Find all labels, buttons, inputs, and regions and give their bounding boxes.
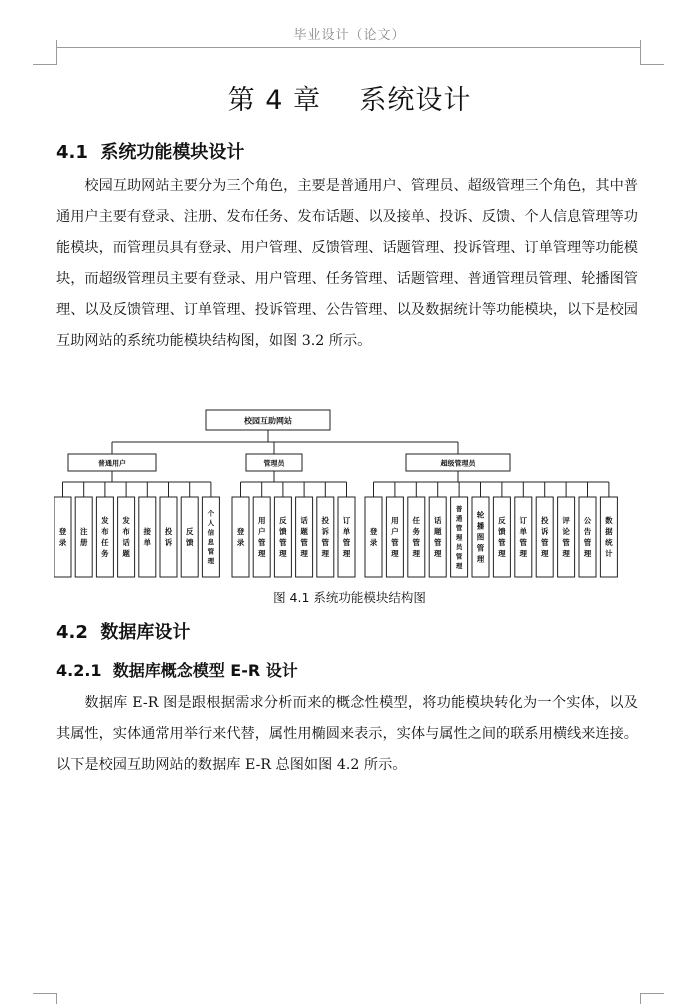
module-node [75, 497, 92, 577]
role-node-label: 超级管理员 [440, 459, 476, 468]
module-node [160, 497, 177, 577]
module-node [408, 497, 425, 577]
module-node-label: 订单管理 [342, 516, 351, 559]
module-node-label: 登录 [58, 527, 67, 548]
header-rule [56, 47, 641, 48]
role-node-label: 普通用户 [98, 459, 126, 468]
section-4-1-heading: 4.1 系统功能模块设计 [56, 142, 245, 163]
module-node-label: 登录 [236, 527, 245, 548]
module-node-label: 普通管理员管理 [455, 504, 463, 570]
module-node [139, 497, 156, 577]
section-4-2-1-heading: 4.2.1 数据库概念模型 E-R 设计 [56, 661, 298, 680]
module-node-label: 话题管理 [433, 516, 442, 559]
module-node-label: 接单 [143, 527, 152, 548]
module-node [579, 497, 596, 577]
module-node-label: 反馈 [185, 527, 194, 548]
module-node-label: 话题管理 [300, 516, 308, 559]
module-node [493, 497, 510, 577]
section-4-2-1-paragraph: 数据库 E-R 图是跟根据需求分析而来的概念性模型，将功能模块转化为一个实体，以及其属性，实体通常用举行来代替，属性用椭圆来表示，实体与属性之间的联系用横线来连接。以下是校园互助网站的数据库 E-R 总图如图 4.2 所示。 [56, 695, 638, 773]
module-node-label: 发布话题 [122, 516, 130, 559]
page-header: 毕业设计（论文） [293, 28, 406, 43]
chapter-title: 第 4 章 系统设计 [227, 85, 472, 116]
module-node-label: 投诉管理 [321, 516, 330, 559]
module-node-label: 用户管理 [257, 516, 266, 559]
module-node-label: 反馈管理 [279, 516, 287, 559]
module-node [386, 497, 403, 577]
module-node [54, 497, 71, 577]
module-node-label: 注册 [79, 527, 88, 548]
module-node-label: 个人信息管理 [207, 509, 215, 566]
module-structure-diagram [54, 408, 644, 583]
module-node [118, 497, 135, 577]
module-node [365, 497, 382, 577]
crop-mark [33, 64, 57, 65]
module-node [600, 497, 617, 577]
crop-mark [640, 40, 641, 65]
module-node [296, 497, 313, 577]
root-node-label: 校园互助网站 [244, 416, 292, 426]
module-node-label: 发布任务 [101, 516, 109, 559]
crop-mark [56, 993, 57, 1004]
crop-mark [33, 993, 57, 994]
module-node-label: 任务管理 [412, 516, 421, 559]
module-node [536, 497, 553, 577]
module-node-label: 公告管理 [583, 516, 592, 559]
module-node [181, 497, 198, 577]
module-node-label: 数据统计 [605, 516, 613, 559]
figure-caption: 图 4.1 系统功能模块结构图 [273, 590, 426, 605]
module-node [274, 497, 291, 577]
crop-mark [640, 993, 664, 994]
module-node [429, 497, 446, 577]
section-4-2-heading: 4.2 数据库设计 [56, 622, 191, 643]
module-node [558, 497, 575, 577]
module-node-label: 反馈管理 [498, 516, 506, 559]
section-4-1-paragraph: 校园互助网站主要分为三个角色，主要是普通用户、管理员、超级管理三个角色，其中普通用户主要有登录、注册、发布任务、发布话题、以及接单、投诉、反馈、个人信息管理等功能模块，而管理员具有登录、用户管理、反馈管理、话题管理、投诉管理、订单管理等功能模块，而超级管理员主要有登录、用户管理、任务管理、话题管理、普通管理员管理、轮播图管理、以及反馈管理、订单管理、投诉管理、公告管理、以及数据统计等功能模块，以下是校园互助网站的系统功能模块结构图，如图 3.2 所示。 [56, 178, 638, 349]
module-node-label: 登录 [369, 527, 378, 548]
module-node-label: 订单管理 [519, 516, 528, 559]
module-node-label: 投诉管理 [540, 516, 549, 559]
module-node-label: 用户管理 [391, 516, 399, 559]
crop-mark [640, 64, 664, 65]
module-node-label: 投诉 [164, 527, 173, 548]
module-node-label: 轮播图管理 [476, 510, 485, 564]
module-node [232, 497, 249, 577]
module-node [515, 497, 532, 577]
role-node-label: 管理员 [263, 459, 285, 468]
module-node-label: 评论管理 [562, 516, 570, 559]
module-node [253, 497, 270, 577]
crop-mark [640, 993, 641, 1004]
module-node [338, 497, 355, 577]
crop-mark [56, 40, 57, 65]
module-node [317, 497, 334, 577]
module-node [96, 497, 113, 577]
